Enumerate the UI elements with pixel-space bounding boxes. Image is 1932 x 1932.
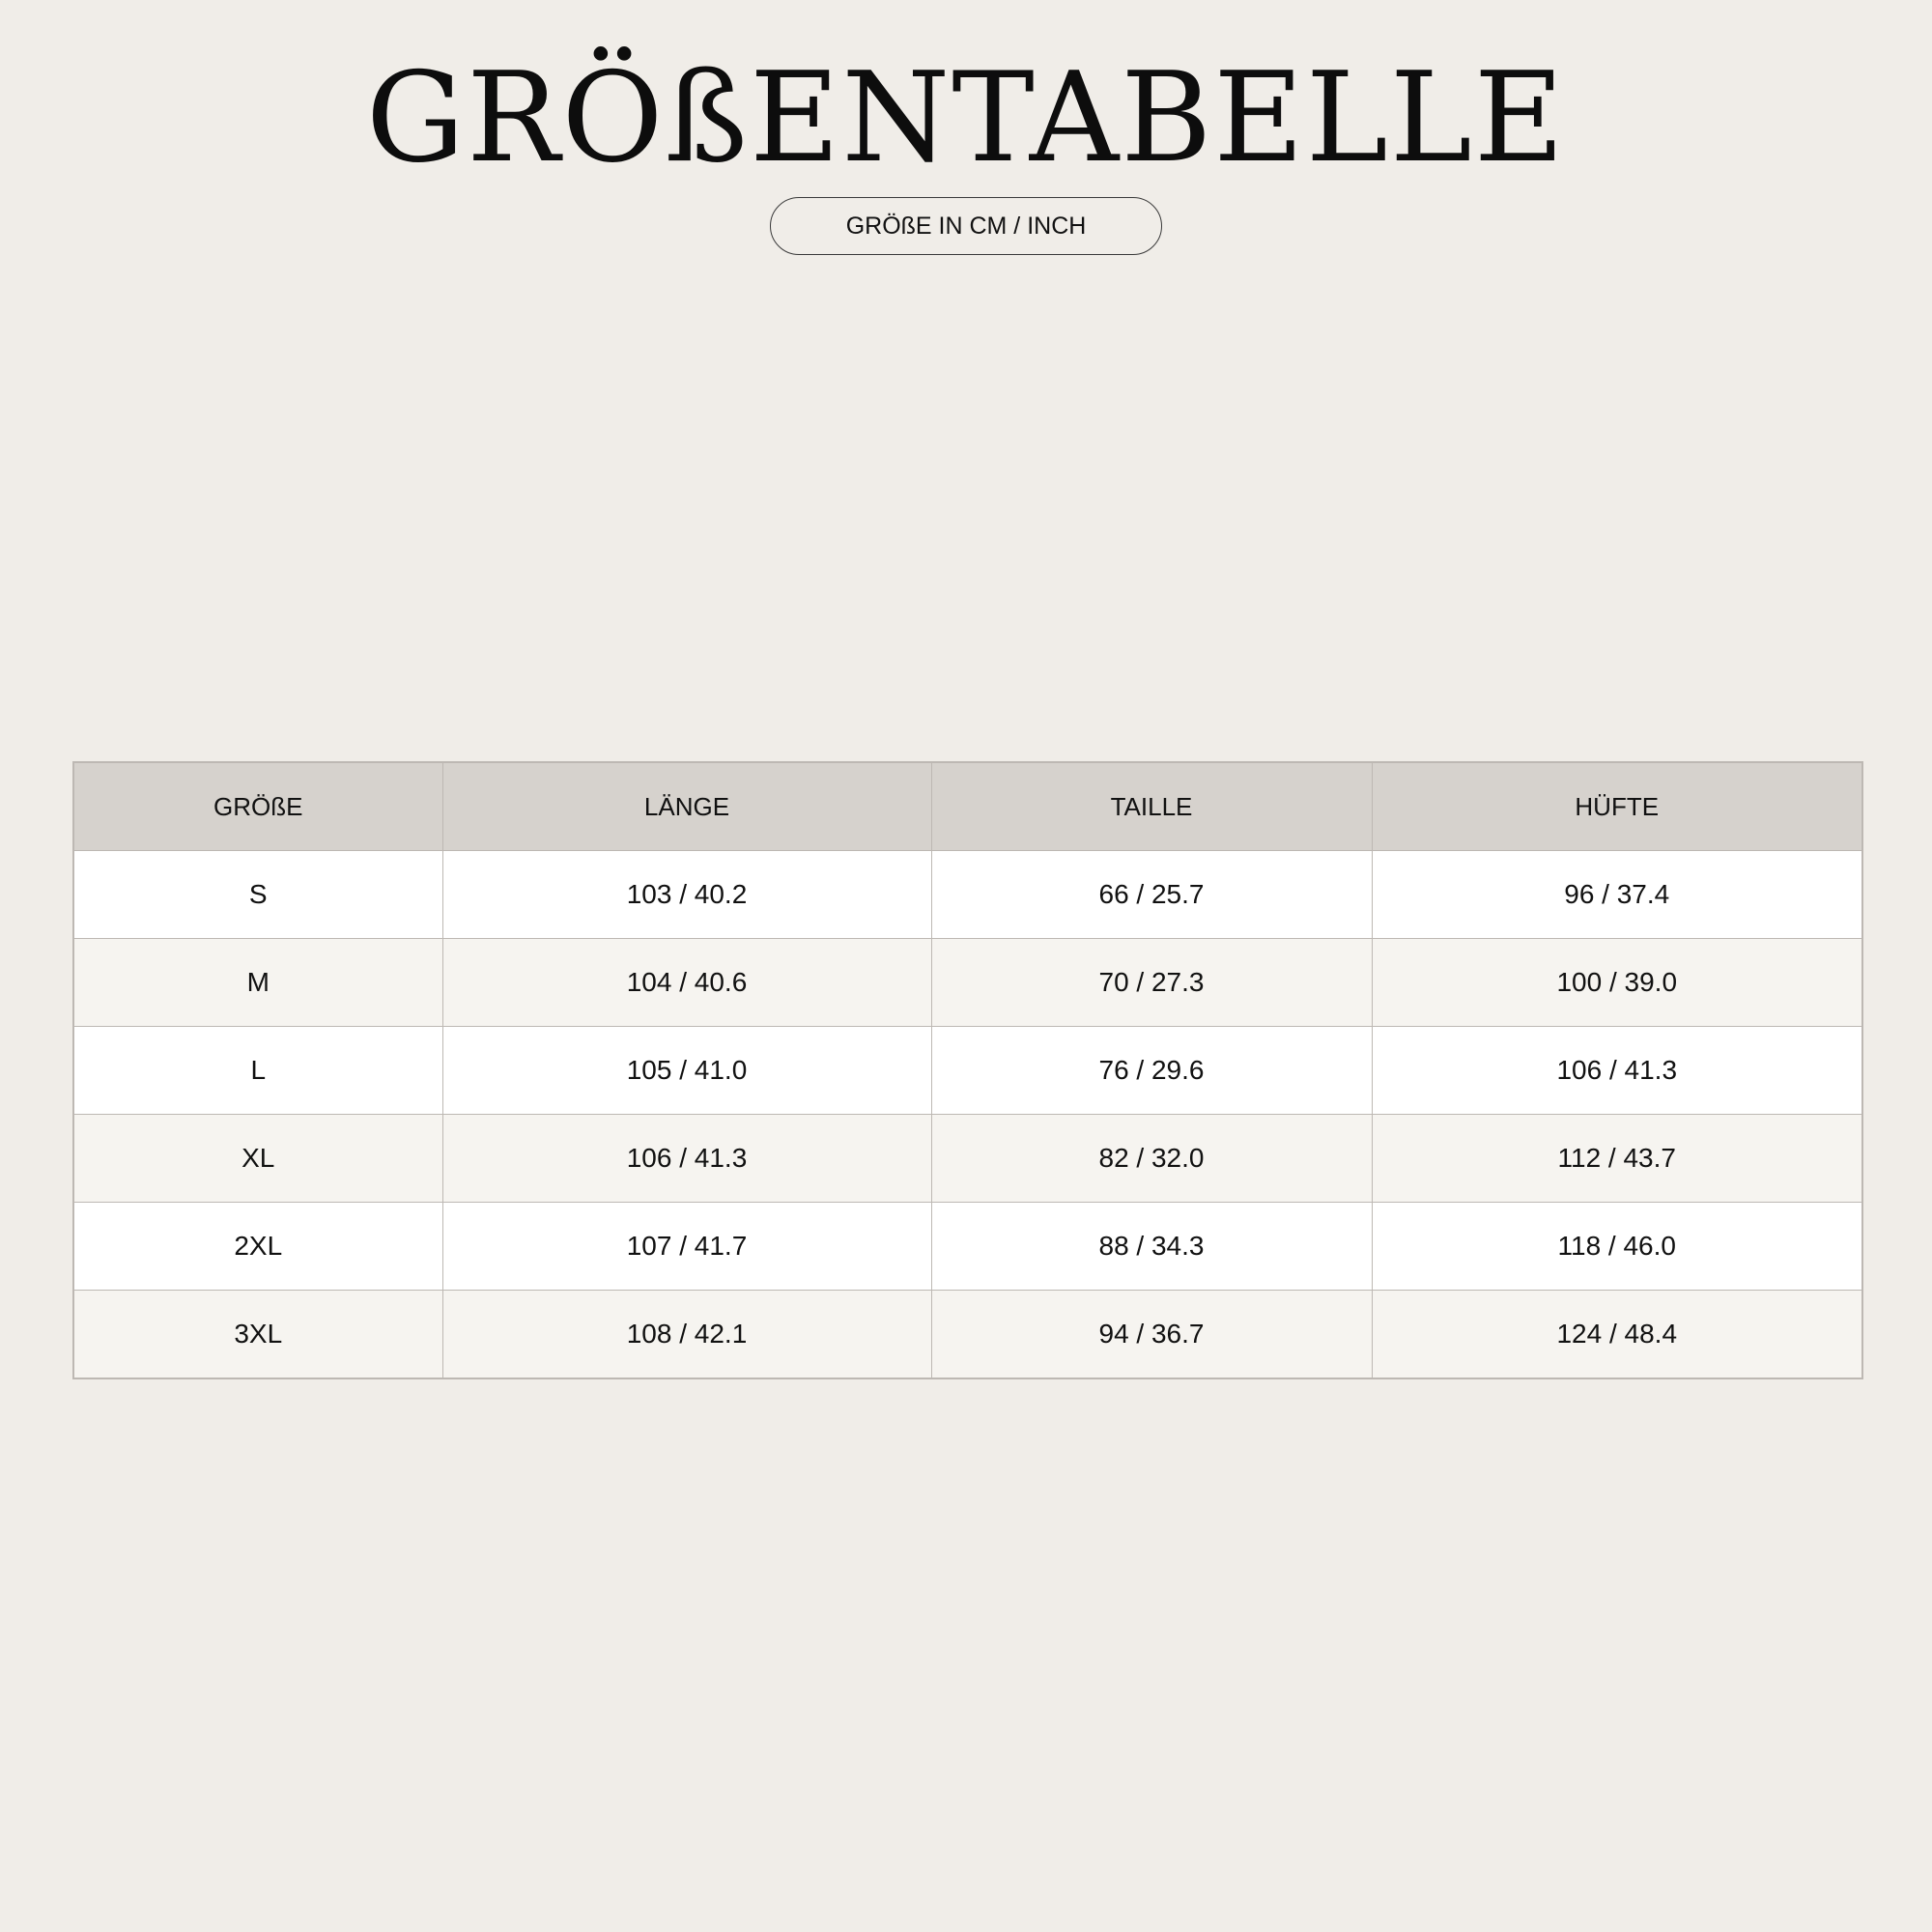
length-cell: 106 / 41.3 (442, 1115, 931, 1203)
table-row (73, 1115, 1862, 1203)
hip-cell: 96 / 37.4 (1372, 851, 1862, 939)
column-header-hip: HÜFTE (1372, 762, 1862, 851)
length-cell: 104 / 40.6 (442, 939, 931, 1027)
size-chart-table (72, 761, 1863, 1379)
waist-cell: 88 / 34.3 (931, 1203, 1372, 1291)
waist-cell: 82 / 32.0 (931, 1115, 1372, 1203)
table-header (73, 762, 1862, 851)
hip-cell: 112 / 43.7 (1372, 1115, 1862, 1203)
hip-cell: 106 / 41.3 (1372, 1027, 1862, 1115)
size-cell: L (73, 1027, 442, 1115)
length-cell: 103 / 40.2 (442, 851, 931, 939)
column-header-length: LÄNGE (442, 762, 931, 851)
table-row (73, 851, 1862, 939)
length-cell: 105 / 41.0 (442, 1027, 931, 1115)
table-row (73, 1027, 1862, 1115)
size-cell: S (73, 851, 442, 939)
size-cell: 3XL (73, 1291, 442, 1379)
column-header-size: GRÖßE (73, 762, 442, 851)
hip-cell: 118 / 46.0 (1372, 1203, 1862, 1291)
table-row (73, 939, 1862, 1027)
length-cell: 108 / 42.1 (442, 1291, 931, 1379)
waist-cell: 66 / 25.7 (931, 851, 1372, 939)
unit-badge-label: GRÖßE IN CM / INCH (845, 212, 1087, 240)
size-cell: M (73, 939, 442, 1027)
waist-cell: 94 / 36.7 (931, 1291, 1372, 1379)
hip-cell: 100 / 39.0 (1372, 939, 1862, 1027)
size-cell: XL (73, 1115, 442, 1203)
length-cell: 107 / 41.7 (442, 1203, 931, 1291)
table-header-row (73, 762, 1862, 851)
table-row (73, 1203, 1862, 1291)
waist-cell: 76 / 29.6 (931, 1027, 1372, 1115)
waist-cell: 70 / 27.3 (931, 939, 1372, 1027)
size-cell: 2XL (73, 1203, 442, 1291)
column-header-waist: TAILLE (931, 762, 1372, 851)
page-title: GRÖßENTABELLE (365, 46, 1567, 190)
unit-badge (770, 197, 1162, 255)
hip-cell: 124 / 48.4 (1372, 1291, 1862, 1379)
table-row (73, 1291, 1862, 1379)
table-body (73, 851, 1862, 1379)
